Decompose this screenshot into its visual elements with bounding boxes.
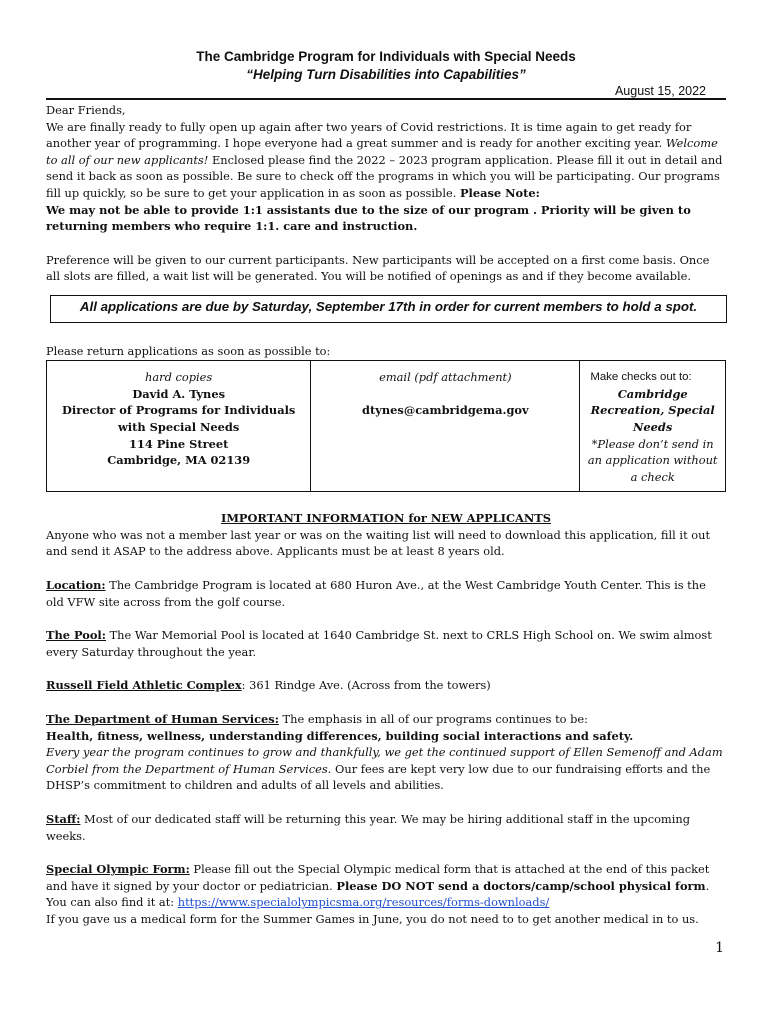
intro-line2: Enclosed please find the 2022 – 2023 program application. Please fill it out in detail and send it back as soon as possible. Be sure to check off the programs in which you will be participating. Our programs fill up quickly, so be sure to get your application in as soon as possible. [46, 152, 723, 200]
check-note: *Please don’t send in an application without a check [587, 436, 718, 484]
location-paragraph [46, 577, 726, 610]
deadline-box: All applications are due by Saturday, September 17th in order for current members to hold a spot. [50, 295, 727, 323]
hard-copy-cell [47, 361, 311, 492]
preference-paragraph: Preference will be given to our current participants. New participants will be accepted on a first come basis. Once all slots are filled, a wait list will be generated. You will be notified of openings as and if they become available. [46, 252, 710, 284]
dhs-support [46, 744, 726, 794]
olympic-text2: . You can also find it at: [46, 878, 710, 910]
letter-date: August 15, 2022 [46, 84, 726, 100]
address-line: with Special Needs [118, 419, 240, 434]
return-label: Please return applications as soon as possible to: [46, 343, 331, 358]
payee: Cambridge Recreation, Special Needs [590, 386, 715, 434]
note-label: Please Note: [459, 185, 540, 200]
olympic-label: Special Olympic Form: [46, 862, 190, 877]
location-text: The Cambridge Program is located at 680 Huron Ave., at the West Cambridge Youth Center. This is the old VFW site across from the golf course. [46, 578, 706, 609]
olympic-paragraph [46, 861, 726, 911]
email-address[interactable]: dtynes@cambridgema.gov [362, 403, 529, 418]
hard-copy-head: hard copies [145, 370, 213, 385]
address-line: David A. Tynes [132, 386, 225, 401]
address-line: Director of Programs for Individuals [62, 403, 296, 418]
dhs-text2: Our fees are kept very low due to our fundraising efforts and the DHSP’s commitment to children and adults of all levels and abilities. [46, 761, 711, 793]
address-line: Cambridge, MA 02139 [107, 453, 251, 468]
address-table [46, 360, 726, 492]
location-label: Location: [46, 578, 106, 593]
staff-label: Staff: [46, 812, 81, 826]
address-line: 114 Pine Street [128, 436, 229, 451]
staff-text: Most of our dedicated staff will be returning this year. We may be hiring additional staff in the upcoming weeks. [46, 812, 691, 843]
greeting: Dear Friends, [46, 103, 126, 117]
checks-head: Make checks out to: [590, 371, 692, 384]
welcome-text: Welcome to all of our new applicants! [46, 136, 718, 167]
email-head: email (pdf attachment) [379, 370, 512, 385]
new-applicants-heading: IMPORTANT INFORMATION for NEW APPLICANTS [220, 511, 551, 526]
russell-paragraph [46, 677, 726, 694]
dhs-text: The emphasis in all of our programs continues to be: [278, 712, 588, 727]
russell-text: : 361 Rindge Ave. (Across from the towers) [241, 678, 491, 693]
pool-paragraph [46, 627, 726, 660]
olympic-last-line: If you gave us a medical form for the Summer Games in June, you do not need to to get another medical in to us. [46, 911, 699, 926]
pool-label: The Pool: [46, 628, 106, 643]
olympic-text: Please fill out the Special Olympic medical form that is attached at the end of this packet and have it signed by your doctor or pediatrician. [46, 862, 710, 893]
olympic-bold: Please DO NOT send a doctors/camp/school physical form [336, 878, 706, 893]
russell-label: Russell Field Athletic Complex [46, 678, 242, 693]
checks-cell [580, 361, 726, 492]
note-text: We may not be able to provide 1:1 assistants due to the size of our program . Priority will be given to returning members who require 1:1. care and instruction. [46, 202, 691, 234]
intro-paragraph [46, 119, 726, 202]
dhs-label: The Department of Human Services: [46, 712, 279, 727]
intro-line1: We are finally ready to fully open up again after two years of Covid restrictions. It is time again to get ready for another year of programming. I hope everyone had a great summer and is ready for another exciting year. [46, 119, 692, 151]
letter-page [46, 0, 726, 928]
dhs-italic: Every year the program continues to grow and thankfully, we get the continued support of Ellen Semenoff and Adam Corbiel from the Department of Human Services. [46, 745, 723, 776]
new-applicants-text: Anyone who was not a member last year or was on the waiting list will need to download this application, fill it out and send it ASAP to the address above. Applicants must be at least 8 years old. [46, 527, 711, 559]
forms-link[interactable]: https://www.specialolympicsma.org/resources/forms-downloads/ [177, 895, 550, 910]
document-title: The Cambridge Program for Individuals with Special Needs [196, 49, 576, 64]
dhs-paragraph [46, 711, 726, 728]
document-subtitle: “Helping Turn Disabilities into Capabilities” [246, 67, 526, 82]
page-number: 1 [715, 940, 724, 956]
staff-paragraph [46, 811, 726, 844]
email-cell [311, 361, 580, 492]
dhs-emphasis: Health, fitness, wellness, understanding differences, building social interactions and safety. [46, 728, 634, 743]
pool-text: The War Memorial Pool is located at 1640 Cambridge St. next to CRLS High School on. We swim almost every Saturday throughout the year. [46, 628, 712, 659]
